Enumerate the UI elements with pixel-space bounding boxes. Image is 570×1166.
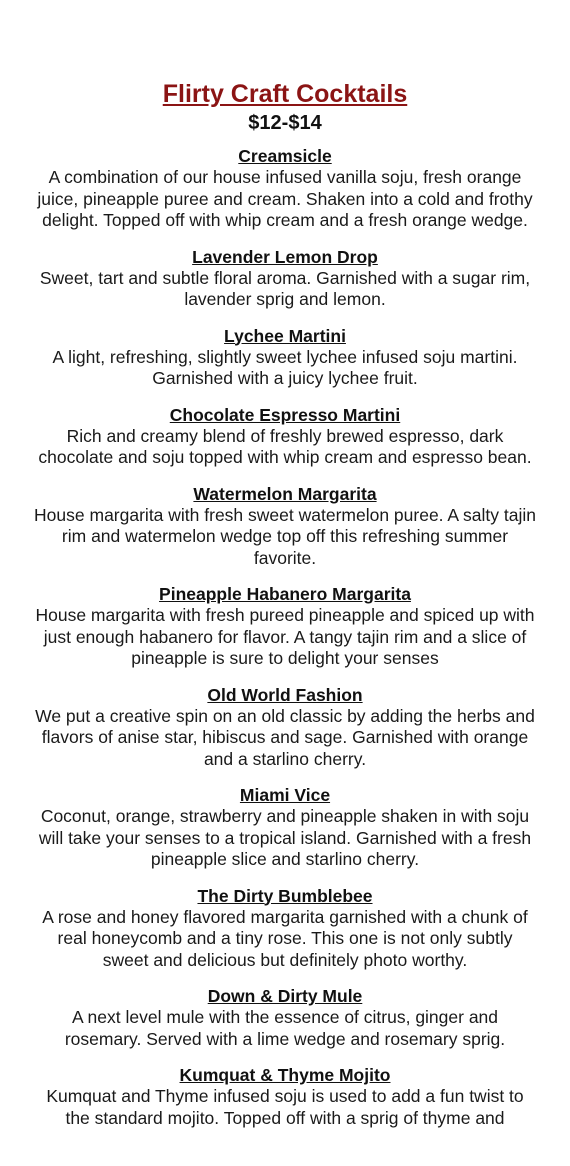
menu-item-pineapple-habanero-margarita (34, 583, 536, 670)
menu-item-old-world-fashion (34, 684, 536, 771)
menu-item-name: Lychee Martini (224, 325, 346, 346)
menu-item-description: Sweet, tart and subtle floral aroma. Garnished with a sugar rim, lavender sprig and lemon. (39, 267, 531, 309)
menu-item-kumquat-and-thyme-mojito (34, 1064, 536, 1129)
menu-item-description: A rose and honey flavored margarita garnished with a chunk of real honeycomb and a tiny rose. This one is not only subtly sweet and delicious but definitely photo worthy. (42, 906, 528, 970)
menu-item-down-and-dirty-mule (34, 985, 536, 1050)
menu-item-miami-vice (34, 784, 536, 871)
menu-item-creamsicle (34, 145, 536, 232)
menu-item-description: Coconut, orange, strawberry and pineapple shaken in with soju will take your senses to a tropical island. Garnished with a fresh pineapple slice and starlino cherry. (38, 806, 532, 869)
menu-item-name: Miami Vice (239, 785, 331, 805)
menu-item-description: A light, refreshing, slightly sweet lychee infused soju martini. Garnished with a juicy lychee fruit. (52, 346, 518, 388)
menu-title: Flirty Craft Cocktails (162, 80, 408, 108)
menu-item-the-dirty-bumblebee (34, 885, 536, 972)
menu-item-name: Old World Fashion (207, 684, 363, 705)
cocktail-menu (34, 78, 536, 1143)
menu-item-name: Watermelon Margarita (193, 483, 377, 504)
menu-item-description: A next level mule with the essence of citrus, ginger and rosemary. Served with a lime wedge and rosemary sprig. (64, 1007, 506, 1049)
menu-item-chocolate-espresso-martini (34, 404, 536, 469)
menu-item-description: House margarita with fresh pureed pineapple and spiced up with just enough habanero for flavor. A tangy tajin rim and a slice of pineapple is sure to delight your senses (35, 605, 535, 668)
menu-item-watermelon-margarita (34, 483, 536, 570)
menu-item-description: Rich and creamy blend of freshly brewed espresso, dark chocolate and soju topped with whip cream and espresso bean. (38, 425, 532, 467)
menu-item-lavender-lemon-drop (34, 246, 536, 311)
menu-item-description: House margarita with fresh sweet watermelon puree. A salty tajin rim and watermelon wedge top off this refreshing summer favorite. (34, 504, 536, 568)
menu-item-name: Down & Dirty Mule (207, 986, 363, 1006)
menu-item-name: Kumquat & Thyme Mojito (179, 1065, 391, 1085)
menu-item-name: The Dirty Bumblebee (197, 885, 373, 906)
menu-item-lychee-martini (34, 325, 536, 390)
menu-item-description: A combination of our house infused vanilla soju, fresh orange juice, pineapple puree and cream. Shaken into a cold and frothy delight. Topped off with whip cream and a fresh orange wedge. (37, 167, 533, 230)
menu-item-name: Pineapple Habanero Margarita (159, 584, 411, 604)
menu-item-name: Creamsicle (238, 146, 332, 166)
menu-item-description: We put a creative spin on an old classic by adding the herbs and flavors of anise star, hibiscus and sage. Garnished with orange and a starlino cherry. (35, 705, 535, 769)
menu-item-name: Lavender Lemon Drop (192, 246, 378, 267)
menu-item-description: Kumquat and Thyme infused soju is used to add a fun twist to the standard mojito. Topped off with a sprig of thyme and (46, 1086, 524, 1128)
menu-price-range: $12-$14 (248, 112, 322, 134)
menu-item-name: Chocolate Espresso Martini (169, 404, 401, 425)
